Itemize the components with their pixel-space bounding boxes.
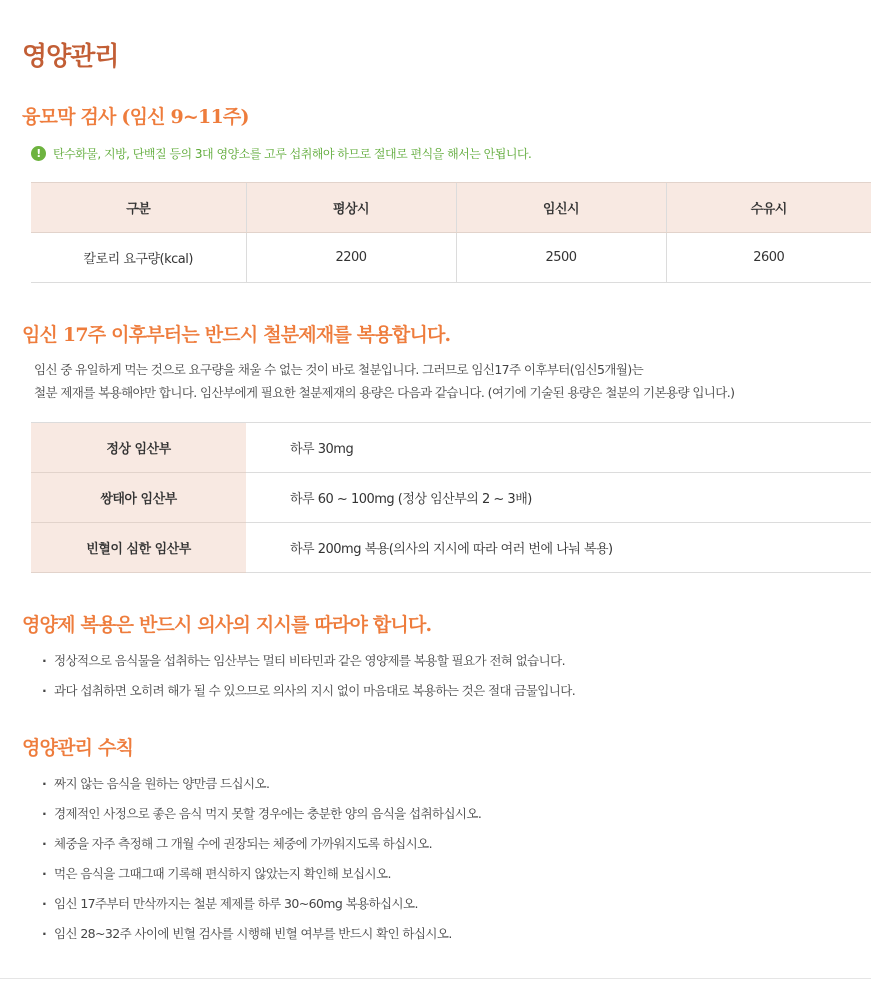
table-row xyxy=(31,523,871,573)
section-title-supplements: 영양제 복용은 반드시 의사의 지시를 따라야 합니다. xyxy=(22,614,432,636)
table-cell: 칼로리 요구량(kcal) xyxy=(31,233,246,283)
iron-paragraph xyxy=(34,358,734,404)
list-item: · 체중을 자주 측정해 그 개월 수에 권장되는 체중에 가까워지도록 하십시오. xyxy=(42,829,481,859)
list-item: · 임신 28~32주 사이에 빈혈 검사를 시행해 빈혈 여부를 반드시 확인 하십시오. xyxy=(42,919,481,949)
row-label: 쌍태아 임산부 xyxy=(31,473,246,523)
table-header-cell: 구분 xyxy=(31,183,246,233)
divider xyxy=(0,978,871,979)
table-cell: 2600 xyxy=(666,233,871,283)
row-label: 빈혈이 심한 임산부 xyxy=(31,523,246,573)
table-row xyxy=(31,233,871,283)
row-value: 하루 30mg xyxy=(246,423,871,473)
section-title-iron: 임신 17주 이후부터는 반드시 철분제재를 복용합니다. xyxy=(22,324,451,346)
paragraph-line: 철분 제재를 복용해야만 합니다. 임산부에게 필요한 철분제재의 용량은 다음과 같습니다. (여기에 기술된 용량은 철분의 기본용량 입니다.) xyxy=(34,385,735,400)
table-cell: 2500 xyxy=(456,233,666,283)
notice xyxy=(31,145,531,162)
list-item: · 경제적인 사정으로 좋은 음식 먹지 못할 경우에는 충분한 양의 음식을 섭취하십시오. xyxy=(42,799,481,829)
exclamation-circle-icon: ! xyxy=(31,146,46,161)
calorie-table xyxy=(31,182,871,283)
section-title-rules: 영양관리 수칙 xyxy=(22,737,134,759)
table-header-row xyxy=(31,183,871,233)
table-header-cell: 평상시 xyxy=(246,183,456,233)
row-label: 정상 임산부 xyxy=(31,423,246,473)
list-item: · 과다 섭취하면 오히려 해가 될 수 있으므로 의사의 지시 없이 마음대로 복용하는 것은 절대 금물입니다. xyxy=(42,676,575,706)
table-cell: 2200 xyxy=(246,233,456,283)
section-title-chorionic: 융모막 검사 (임신 9~11주) xyxy=(22,106,249,128)
page-title: 영양관리 xyxy=(22,42,119,72)
supplements-list xyxy=(42,646,575,706)
paragraph-line: 임신 중 유일하게 먹는 것으로 요구량을 채울 수 없는 것이 바로 철분입니다. 그러므로 임신17주 이후부터(임신5개월)는 xyxy=(34,362,644,377)
table-header-cell: 수유시 xyxy=(666,183,871,233)
table-header-cell: 임신시 xyxy=(456,183,666,233)
list-item: · 임신 17주부터 만삭까지는 철분 제제를 하루 30~60mg 복용하십시오. xyxy=(42,889,481,919)
row-value: 하루 60 ~ 100mg (정상 임산부의 2 ~ 3배) xyxy=(246,473,871,523)
notice-text: 탄수화물, 지방, 단백질 등의 3대 영양소를 고루 섭취해야 하므로 절대로 편식을 해서는 안됩니다. xyxy=(53,147,532,161)
list-item: · 짜지 않는 음식을 원하는 양만큼 드십시오. xyxy=(42,769,481,799)
list-item: · 정상적으로 음식물을 섭취하는 임산부는 멀티 비타민과 같은 영양제를 복용할 필요가 전혀 없습니다. xyxy=(42,646,575,676)
table-row xyxy=(31,473,871,523)
rules-list xyxy=(42,769,481,949)
list-item: · 먹은 음식을 그때그때 기록해 편식하지 않았는지 확인해 보십시오. xyxy=(42,859,481,889)
row-value: 하루 200mg 복용(의사의 지시에 따라 여러 번에 나눠 복용) xyxy=(246,523,871,573)
table-row xyxy=(31,423,871,473)
iron-dosage-table xyxy=(31,422,871,573)
